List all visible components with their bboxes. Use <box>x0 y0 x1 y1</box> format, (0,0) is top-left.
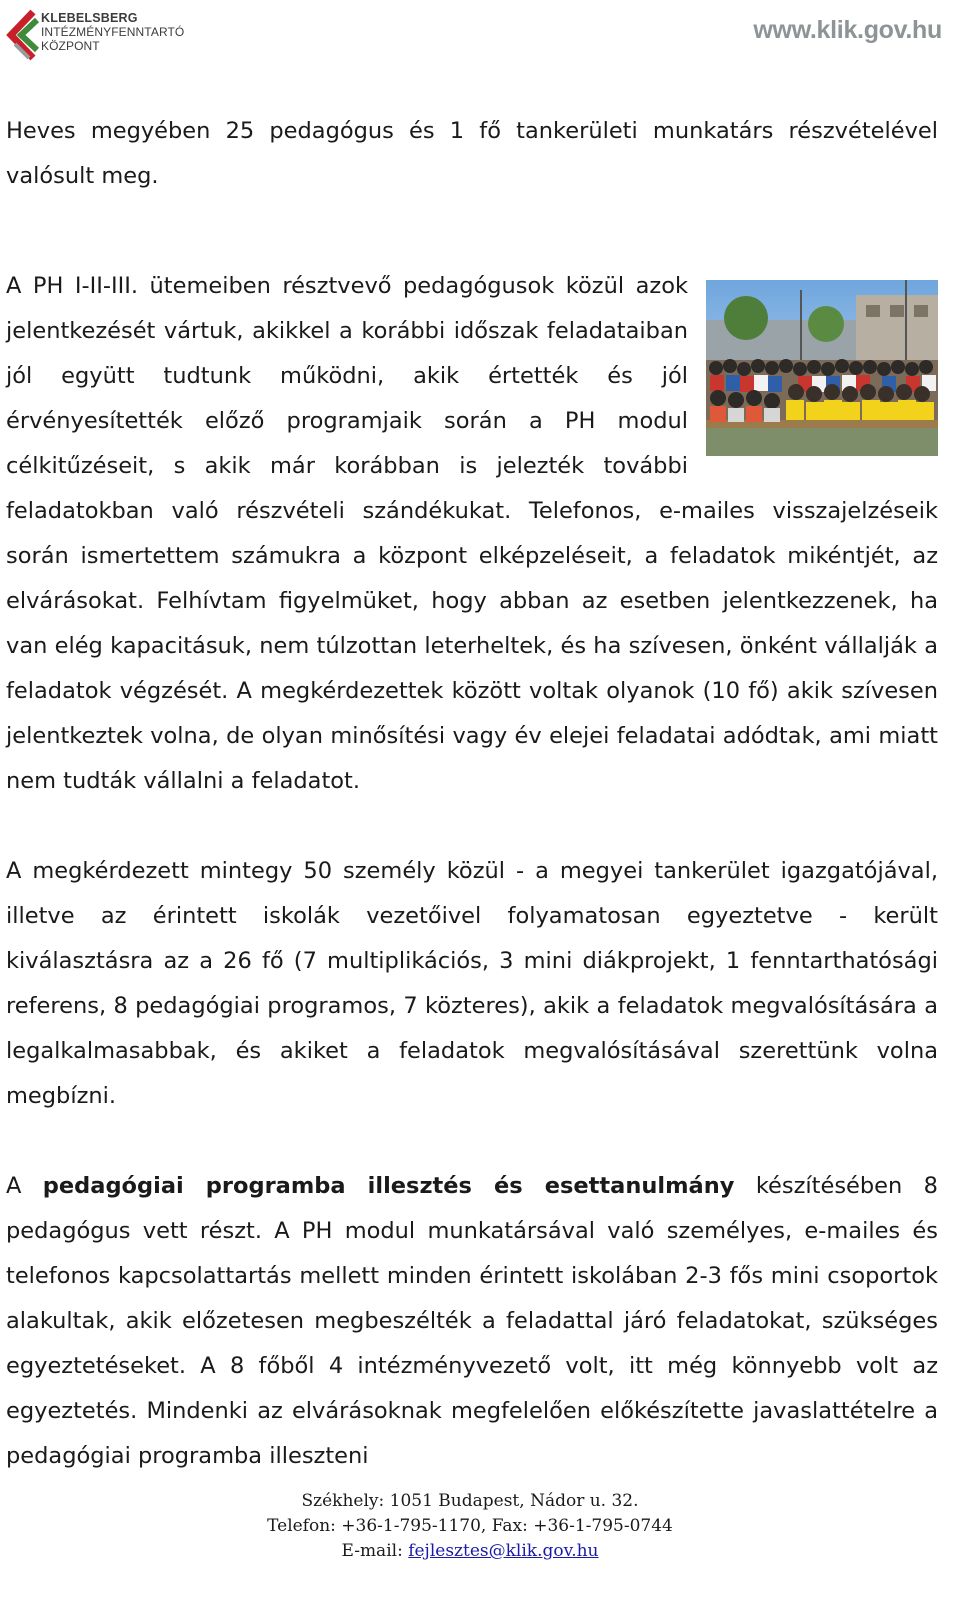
paragraph-program-integration-pre: A <box>6 1173 43 1199</box>
page-footer <box>0 1489 940 1564</box>
logo-line-1: KLEBELSBERG <box>41 11 138 25</box>
page-header <box>0 0 960 70</box>
paragraph-program-integration-bold: pedagógiai programba illesztés és esettanulmány <box>42 1173 735 1199</box>
logo-line-3: KÖZPONT <box>41 39 100 53</box>
paragraph-program-integration <box>6 1164 938 1479</box>
event-photo <box>706 280 938 456</box>
klebelsberg-logo <box>3 8 193 62</box>
paragraph-heves: Heves megyében 25 pedagógus és 1 fő tankerületi munkatárs részvételével valósult meg. <box>6 118 938 189</box>
paragraph-selection-text: A PH I-II-III. ütemeiben résztvevő pedagógusok közül azok jelentkezését vártuk, akikkel a korábbi időszak feladataiban jól együtt tudtunk működni, akik értették és jól érvényesítették előző programjaik során a PH modul célkitűzéseit, s akik már korábban is jelezték további feladatokban való részvételi szándékukat. Telefonos, e-mailes visszajelzéseik során ismertettem számukra a központ elképzeléseit, a feladatok mikéntjét, az elvárásokat. Felhívtam figyelmüket, hogy abban az esetben jelentkezzenek, ha van elég kapacitásuk, nem túlzottan leterheltek, és ha szívesen, önként vállalják a feladatok végzését. A megkérdezettek között voltak olyanok (10 fő) akik szívesen jelentkeztek volna, de olyan minősítési vagy év elejei feladatai adódtak, ami miatt nem tudták vállalni a feladatot. <box>6 273 938 794</box>
footer-email-label: E-mail: <box>341 1541 409 1561</box>
paragraph-program-integration-post: készítésében 8 pedagógus vett részt. A PH modul munkatársával való személyes, e-mailes és telefonos kapcsolattartás mellett minden érintett iskolában 2-3 fős mini csoportok alakultak, akik előzetesen megbeszélték a feladattal járó feladatokat, szükséges egyeztetéseket. A 8 főből 4 intézményvezető volt, itt még könnyebb volt az egyeztetés. Mindenki az elvárásoknak megfelelően előkészítette javaslattételre a pedagógiai programba illeszteni <box>6 1173 938 1469</box>
crowd-photo-illustration <box>706 280 938 456</box>
paragraph-selection <box>6 264 938 804</box>
klik-logo-mark-icon <box>3 8 39 62</box>
paragraph-participants: A megkérdezett mintegy 50 személy közül - a megyei tankerület igazgatójával, illetve az érintett iskolák vezetőivel folyamatosan egyeztetve - került kiválasztásra az a 26 fő (7 multiplikációs, 3 mini diákprojekt, 1 fenntarthatósági referens, 8 pedagógiai programos, 7 közteres), akik a feladatok megvalósítására a legalkalmasabbak, és akiket a feladatok megvalósításával szerettünk volna megbízni. <box>6 858 938 1109</box>
logo-text <box>41 11 184 53</box>
footer-phone-fax: Telefon: +36-1-795-1170, Fax: +36-1-795-0744 <box>267 1516 673 1536</box>
site-url: www.klik.gov.hu <box>753 16 942 44</box>
footer-email-link[interactable]: fejlesztes@klik.gov.hu <box>408 1541 599 1561</box>
logo-line-2: INTÉZMÉNYFENNTARTÓ <box>41 25 185 39</box>
footer-address: Székhely: 1051 Budapest, Nádor u. 32. <box>301 1491 639 1511</box>
footer-email-line <box>0 1539 940 1564</box>
